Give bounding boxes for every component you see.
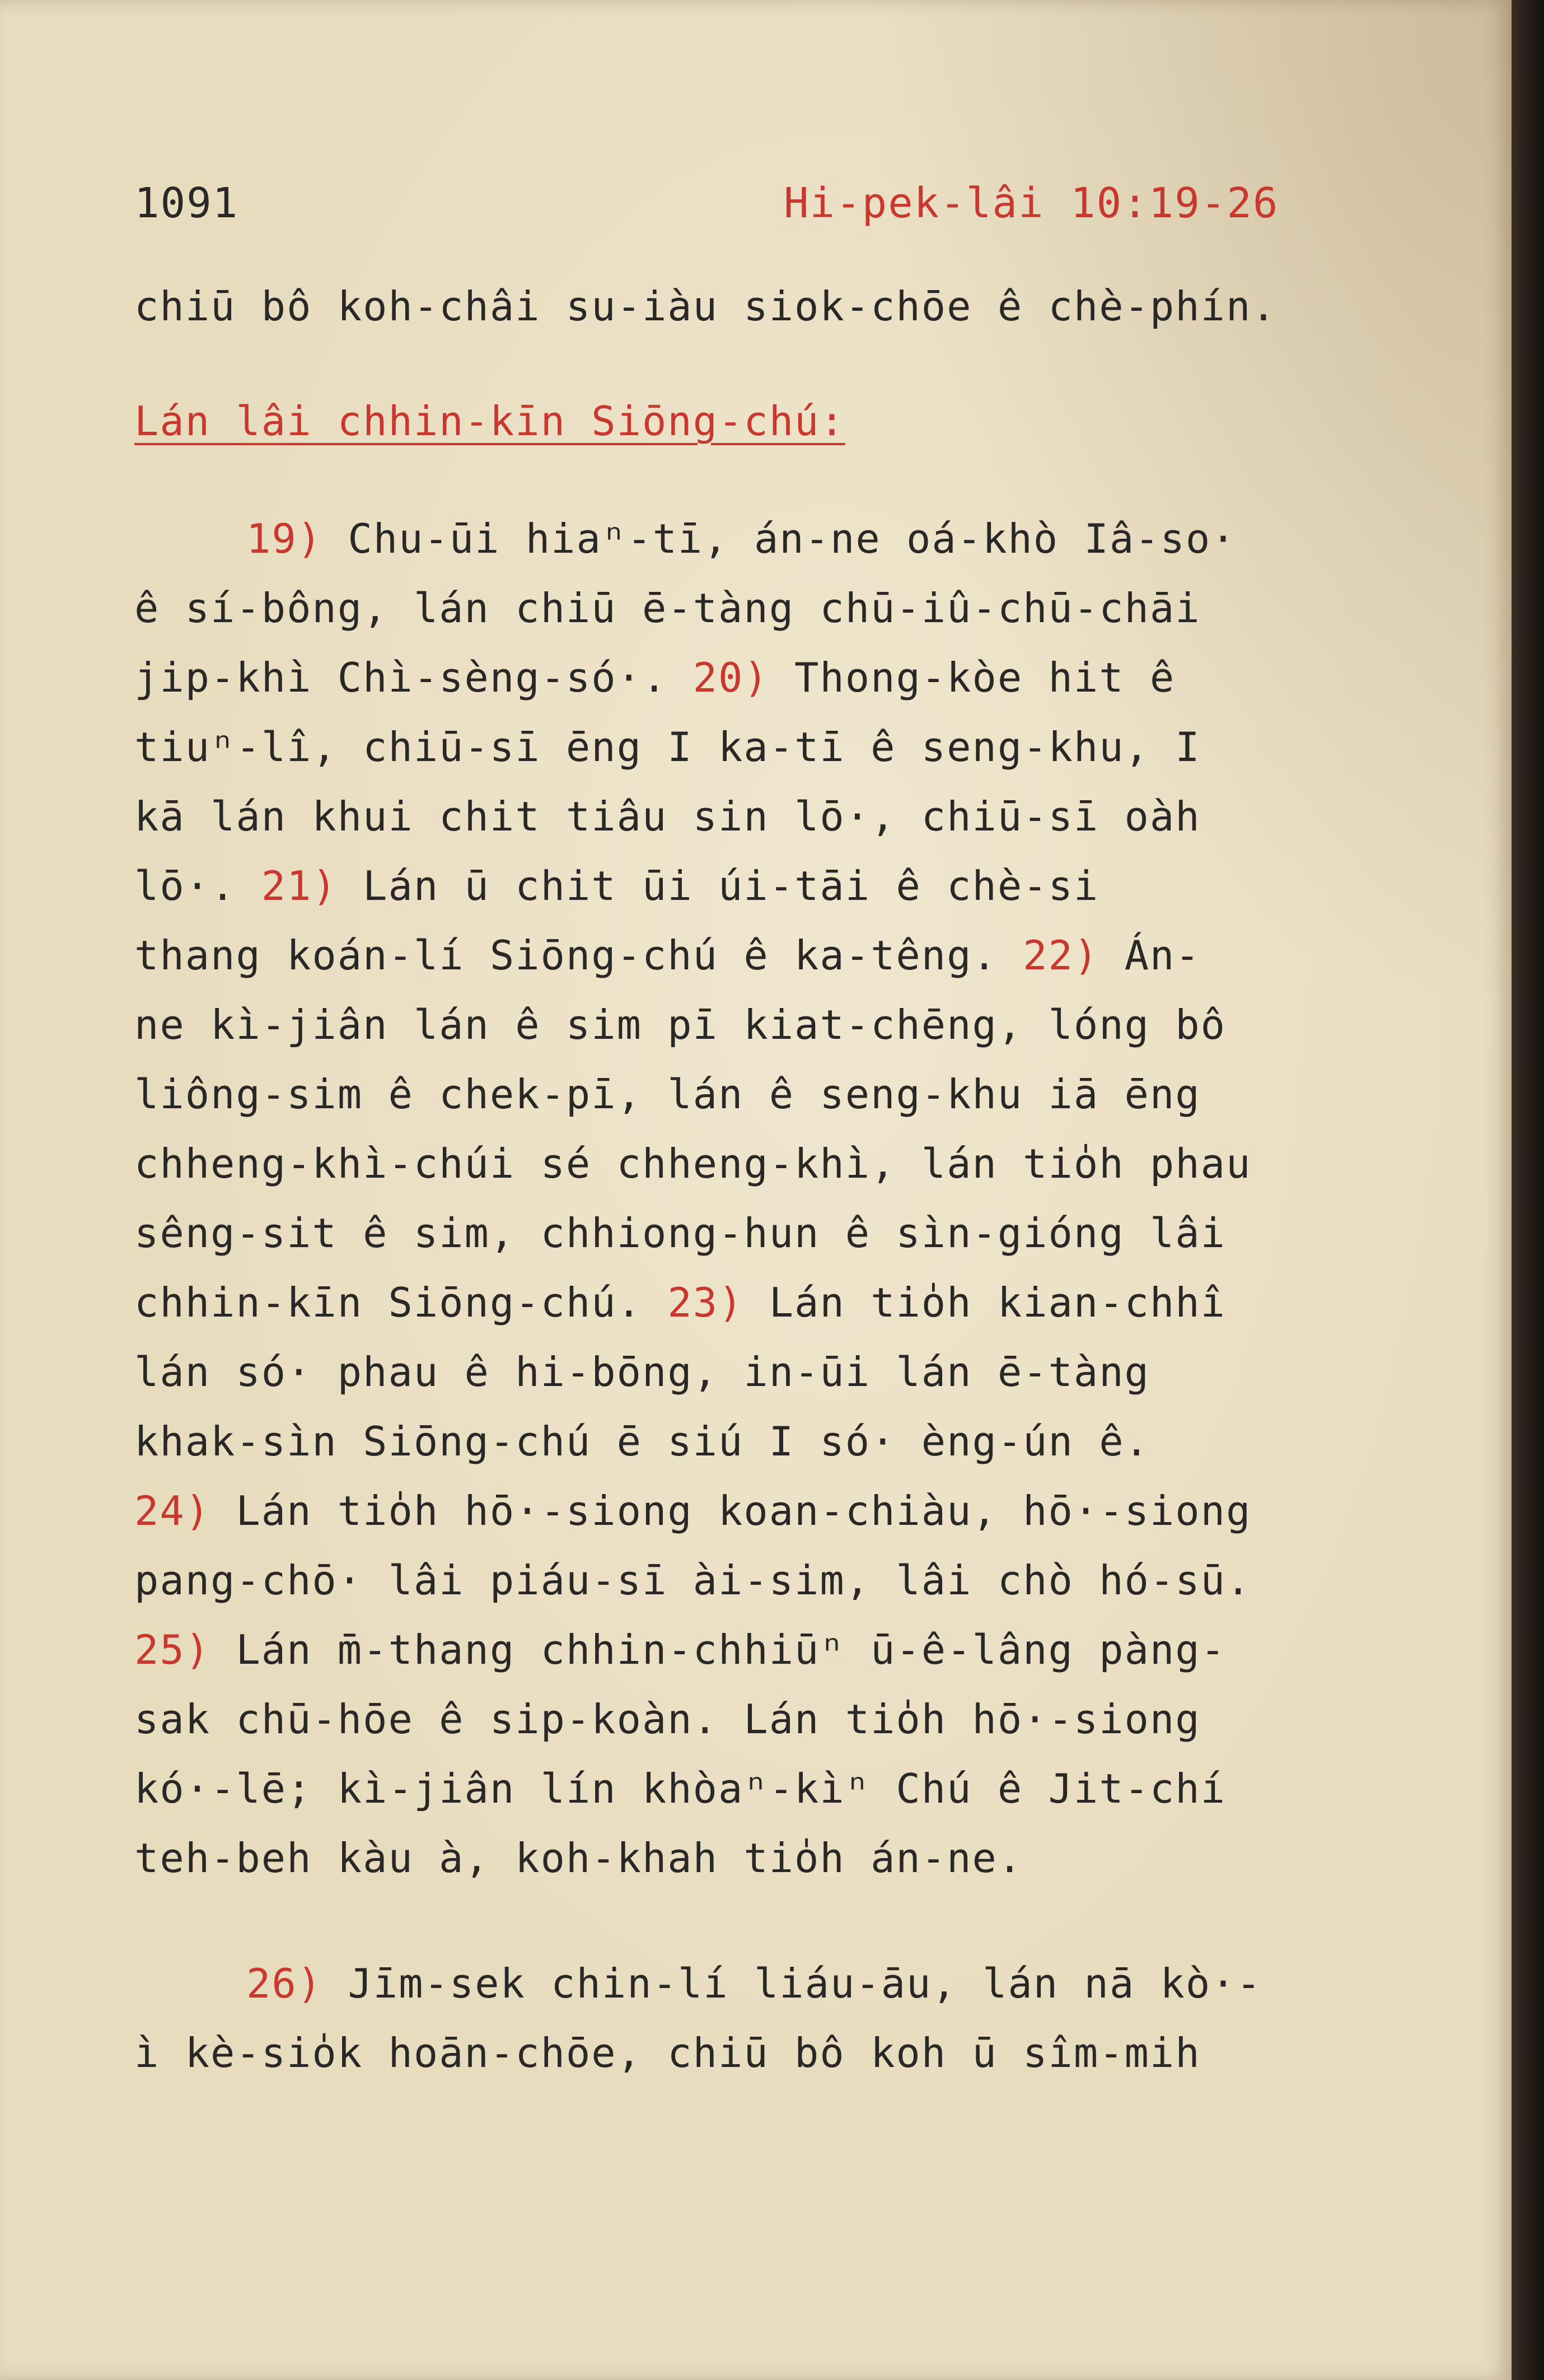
verse-number: 26) <box>246 1960 323 2007</box>
text-line <box>134 504 1251 573</box>
verse-number: 25) <box>134 1626 211 1673</box>
verse-text: teh-beh kàu à, koh-khah tio̍h án-ne. <box>134 1835 1023 1882</box>
text-line <box>134 1684 1251 1754</box>
text-line <box>134 1476 1251 1546</box>
verse-text: Lán tio̍h hō·-siong koan-chiàu, hō·-siong <box>210 1487 1252 1534</box>
section-heading: Lán lâi chhin-kīn Siōng-chú: <box>134 398 845 445</box>
verse-number: 22) <box>1023 932 1099 979</box>
verse-number: 24) <box>134 1487 211 1534</box>
page-number: 1091 <box>134 179 239 227</box>
verse-text: lán só· phau ê hi-bōng, in-ūi lán ē-tàng <box>134 1348 1150 1396</box>
text-line <box>134 1198 1251 1268</box>
verse-number: 21) <box>261 862 338 909</box>
text-line <box>134 1546 1251 1615</box>
text-line <box>134 921 1251 990</box>
verse-number: 23) <box>667 1279 744 1326</box>
verse-text: kā lán khui chit tiâu sin lō·, chiū-sī oàh <box>134 793 1201 840</box>
verse-text: sak chū-hōe ê sip-koàn. Lán tio̍h hō·-siong <box>134 1696 1201 1743</box>
continuation-line: chiū bô koh-châi su-iàu siok-chōe ê chè-phín. <box>134 283 1277 330</box>
verse-text: tiuⁿ-lî, chiū-sī ēng I ka-tī ê seng-khu, I <box>134 724 1201 771</box>
text-line <box>134 990 1251 1060</box>
text-line <box>134 1337 1251 1407</box>
verse-text: ê sí-bông, lán chiū ē-tàng chū-iû-chū-chāi <box>134 585 1201 632</box>
verse-text: thang koán-lí Siōng-chú ê ka-têng. <box>134 932 1023 979</box>
verse-text: kó·-lē; kì-jiân lín khòaⁿ-kìⁿ Chú ê Jit-chí <box>134 1765 1226 1812</box>
verse-number: 19) <box>246 515 323 562</box>
verse-text: pang-chō· lâi piáu-sī ài-sim, lâi chò hó-sū. <box>134 1557 1252 1604</box>
chapter-reference: Hi-pek-lâi 10:19-26 <box>784 179 1279 227</box>
verse-text: sêng-sit ê sim, chhiong-hun ê sìn-gióng lâi <box>134 1210 1226 1257</box>
verse-text: chhin-kīn Siōng-chú. <box>134 1279 668 1326</box>
verse-text: ì kè-sio̍k hoān-chōe, chiū bô koh ū sîm-mih <box>134 2029 1201 2076</box>
text-line <box>134 1407 1251 1476</box>
verse-text: Thong-kòe hit ê <box>769 654 1176 701</box>
verse-text: Chu-ūi hiaⁿ-tī, án-ne oá-khò Iâ-so· <box>322 515 1237 562</box>
verse-text: Lán m̄-thang chhin-chhiūⁿ ū-ê-lâng pàng- <box>210 1626 1226 1673</box>
verse-text: Lán ū chit ūi úi-tāi ê chè-si <box>337 862 1099 909</box>
text-line <box>134 1823 1251 1893</box>
text-line <box>134 1949 1262 2018</box>
text-line <box>134 1268 1251 1337</box>
book-edge-shadow <box>1512 0 1544 2380</box>
text-line <box>134 573 1251 643</box>
paragraph-verses-19-25 <box>134 504 1251 1893</box>
verse-text: chheng-khì-chúi sé chheng-khì, lán tio̍h phau <box>134 1140 1252 1187</box>
text-line <box>134 712 1251 782</box>
text-line <box>134 1615 1251 1684</box>
text-line <box>134 782 1251 851</box>
verse-text: Jīm-sek chin-lí liáu-āu, lán nā kò·- <box>322 1960 1262 2007</box>
text-line <box>134 643 1251 712</box>
text-line <box>134 1129 1251 1198</box>
verse-text: jip-khì Chì-sèng-só·. <box>134 654 693 701</box>
text-line <box>134 1754 1251 1823</box>
verse-text: Lán tio̍h kian-chhî <box>743 1279 1226 1326</box>
verse-text: khak-sìn Siōng-chú ē siú I só· èng-ún ê. <box>134 1418 1150 1465</box>
text-line <box>134 2018 1262 2088</box>
verse-text: Án- <box>1099 932 1201 979</box>
paragraph-verse-26 <box>134 1949 1262 2088</box>
text-line <box>134 851 1251 921</box>
text-line <box>134 1060 1251 1129</box>
verse-text: ne kì-jiân lán ê sim pī kiat-chēng, lóng bô <box>134 1001 1226 1048</box>
verse-number: 20) <box>693 654 769 701</box>
verse-text: lō·. <box>134 862 261 909</box>
verse-text: liông-sim ê chek-pī, lán ê seng-khu iā ēng <box>134 1071 1201 1118</box>
